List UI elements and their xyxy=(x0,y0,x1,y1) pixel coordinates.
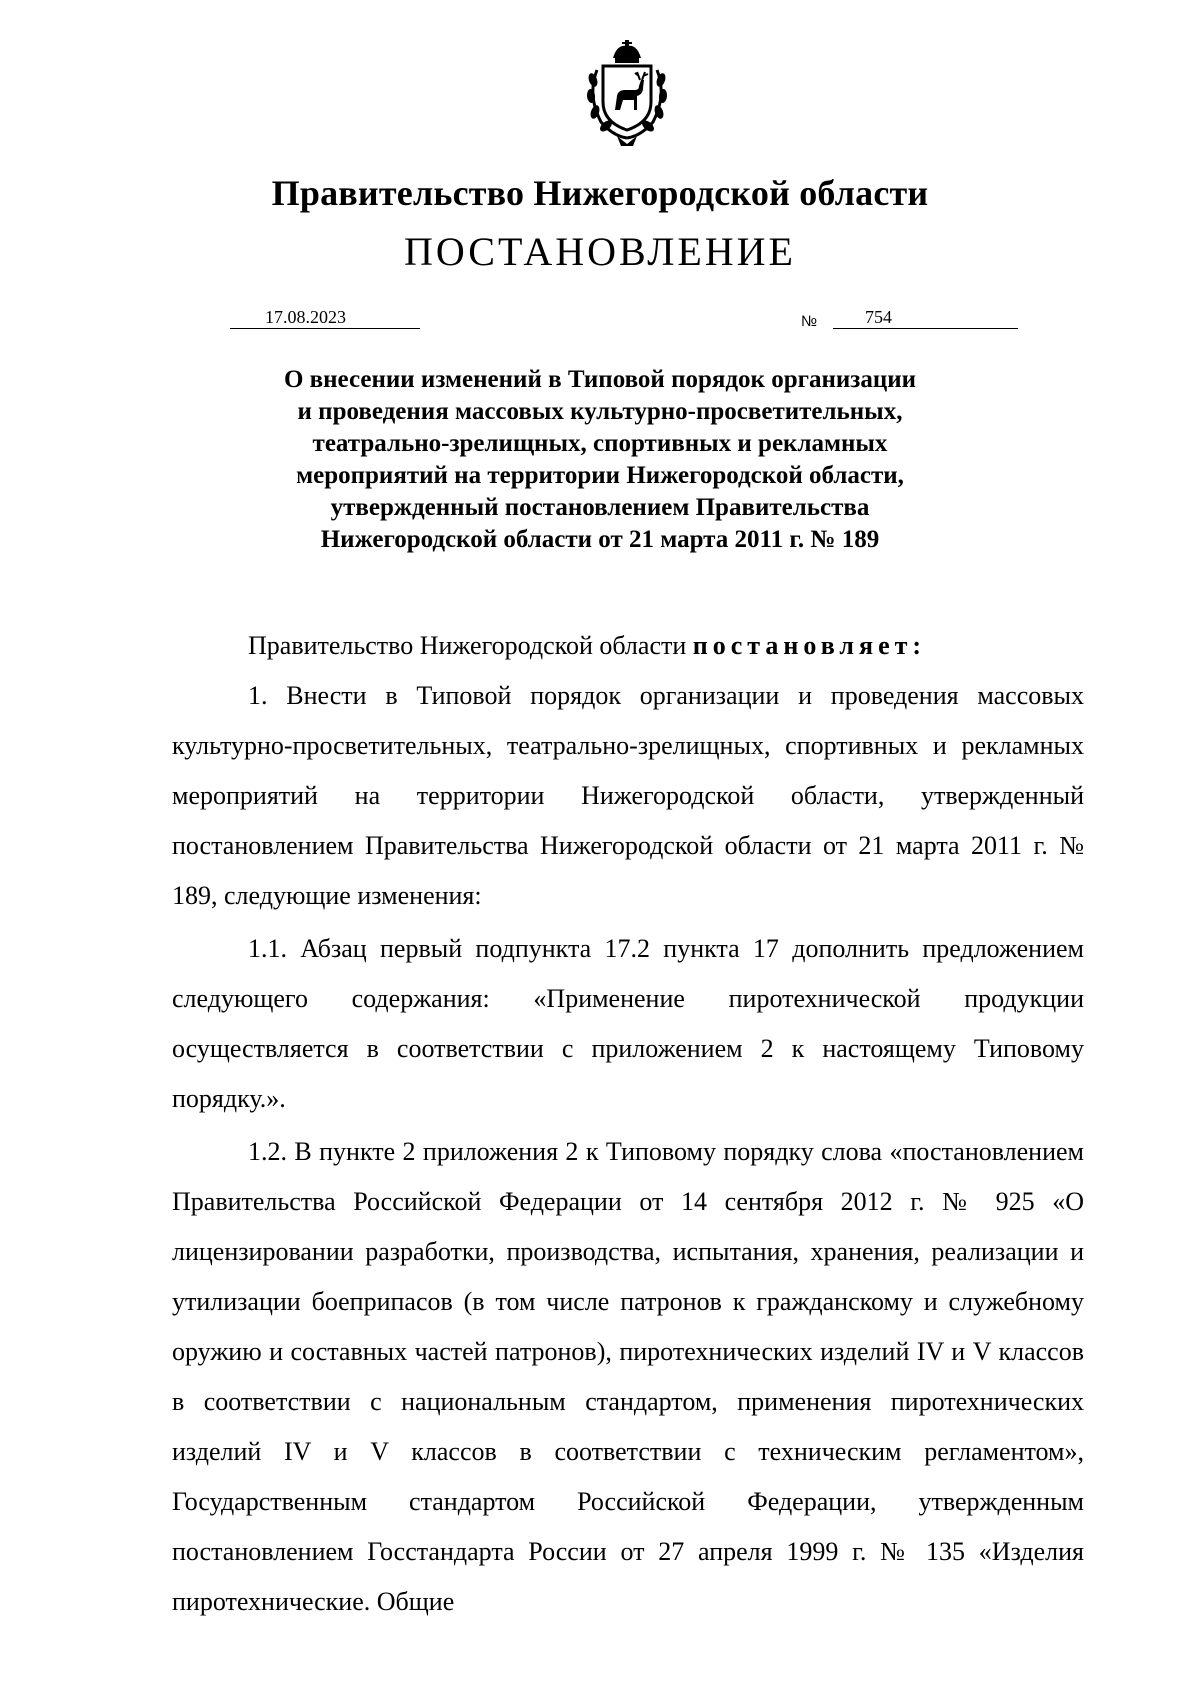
number-label: № xyxy=(801,313,818,330)
document-body xyxy=(172,621,1084,1627)
body-paragraph: 1.1. Абзац первый подпункта 17.2 пункта 17 дополнить предложением следующего содержания: «Применение пиротехнической продукции осуществляется в соответствии с приложением 2 к настоящему Типовому порядку.». xyxy=(172,934,1084,1113)
document-subject xyxy=(230,364,970,556)
subject-line: и проведения массовых культурно-просветительных, xyxy=(297,398,903,425)
subject-line: театрально-зрелищных, спортивных и рекламных xyxy=(312,430,888,457)
coat-of-arms-icon xyxy=(573,40,681,148)
subject-line: утвержденный постановлением Правительства xyxy=(330,494,870,521)
government-title: Правительство Нижегородской области xyxy=(271,173,929,213)
document-type: ПОСТАНОВЛЕНИЕ xyxy=(404,229,796,274)
body-paragraph: 1. Внести в Типовой порядок организации и проведения массовых культурно-просветительных, театрально-зрелищных, спортивных и рекламных мероприятий на территории Нижегородской области, утвержденный постановлением Правительства Нижегородской области от 21 марта 2011 г. № 189, следующие изменения: xyxy=(172,681,1084,910)
document-date: 17.08.2023 xyxy=(265,307,346,327)
preamble-lead: Правительство Нижегородской области xyxy=(248,631,693,660)
date-underline xyxy=(230,328,420,329)
subject-line: Нижегородской области от 21 марта 2011 г. № 189 xyxy=(320,526,880,553)
subject-line: мероприятий на территории Нижегородской области, xyxy=(296,462,904,489)
preamble-decree: постановляет: xyxy=(692,631,927,660)
document-number: 754 xyxy=(865,307,892,327)
body-paragraph: 1.2. В пункте 2 приложения 2 к Типовому порядку слова «постановлением Правительства Российской Федерации от 14 сентября 2012 г. № 925 «О лицензировании разработки, производства, испытания, хранения, реализации и утилизации боеприпасов (в том числе патронов к гражданскому и служебному оружию и составных частей патронов), пиротехнических изделий IV и V классов в соответствии с национальным стандартом, применения пиротехнических изделий IV и V классов в соответствии с техническим регламентом», Государственным стандартом Российской Федерации, утвержденным постановлением Госстандарта России от 27 апреля 1999 г. № 135 «Изделия пиротехнические. Общие xyxy=(172,1137,1084,1616)
number-underline xyxy=(833,328,1018,329)
subject-line: О внесении изменений в Типовой порядок организации xyxy=(283,366,917,393)
preamble xyxy=(172,621,1084,671)
